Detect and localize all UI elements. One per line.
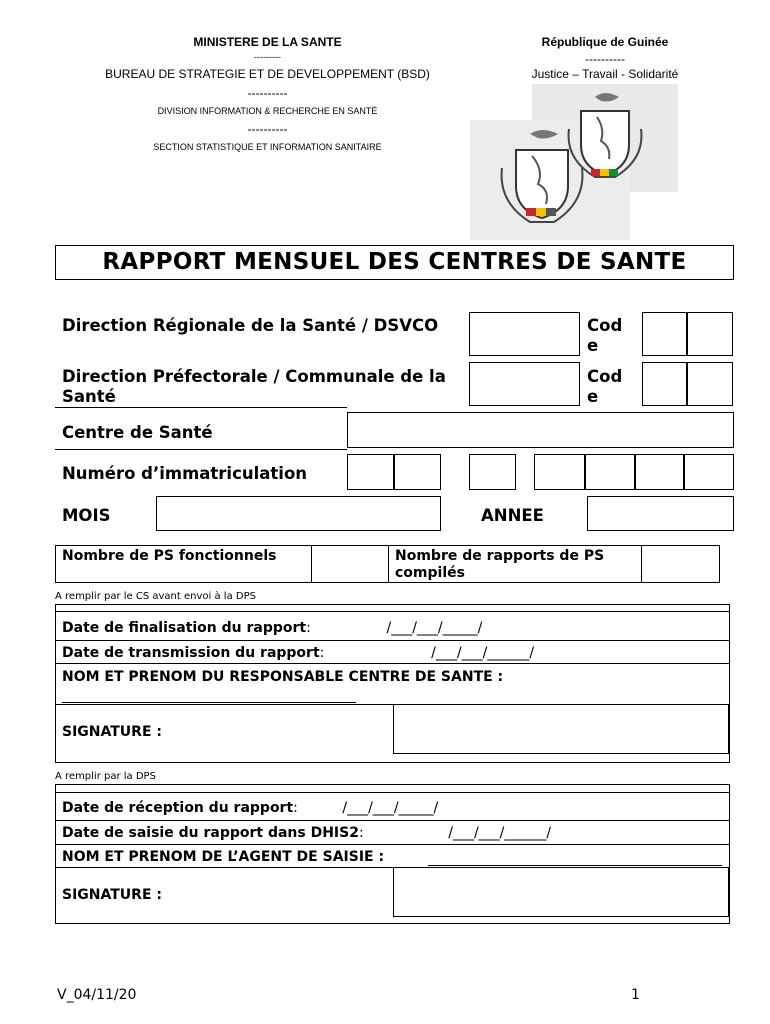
ministry-name: MINISTERE DE LA SANTE xyxy=(193,35,342,49)
cs-section-note: A remplir par le CS avant envoi à la DPS xyxy=(55,591,256,602)
date-trans-format: : /___/___/______/ xyxy=(319,645,535,661)
separator: ---------- xyxy=(585,52,625,66)
date-trans-field[interactable] xyxy=(62,645,534,661)
row-divider xyxy=(55,611,730,612)
drs-label: Direction Régionale de la Santé / DSVCO xyxy=(62,316,439,335)
agent-label: NOM ET PRENOM DE L’AGENT DE SAISIE : xyxy=(62,849,385,865)
cs-signature-label: SIGNATURE : xyxy=(62,724,162,740)
drs-code-cell[interactable] xyxy=(642,312,687,356)
dps-code-label: Cod e xyxy=(587,367,623,406)
drs-code-label: Cod e xyxy=(587,316,623,355)
date-final-field[interactable] xyxy=(62,620,482,636)
responsable-label: NOM ET PRENOM DU RESPONSABLE CENTRE DE SANTE : xyxy=(62,669,504,685)
section-name: SECTION STATISTIQUE ET INFORMATION SANITAIRE xyxy=(153,142,382,152)
immat-cell[interactable] xyxy=(585,454,635,490)
dps-code-cell[interactable] xyxy=(687,362,733,406)
ps-rapports-label: Nombre de rapports de PS compilés xyxy=(395,548,605,581)
date-recep-format: : /___/___/_____/ xyxy=(293,800,439,816)
drs-input[interactable] xyxy=(469,312,580,356)
national-motto: Justice – Travail - Solidarité xyxy=(531,67,679,81)
separator: --------- xyxy=(254,52,281,62)
row-divider xyxy=(55,449,347,450)
row-divider xyxy=(55,407,347,408)
row-divider xyxy=(55,663,730,664)
immat-cell[interactable] xyxy=(684,454,734,490)
ps-rapports-input[interactable] xyxy=(642,546,719,582)
ps-fonct-input[interactable] xyxy=(312,546,388,582)
date-final-label: Date de finalisation du rapport xyxy=(62,620,307,636)
division-name: DIVISION INFORMATION & RECHERCHE EN SANTÉ xyxy=(157,106,378,116)
dps-signature-box[interactable] xyxy=(393,867,729,917)
date-saisie-field[interactable] xyxy=(62,825,551,841)
mois-input[interactable] xyxy=(156,496,441,531)
date-saisie-format: : /___/___/______/ xyxy=(358,825,552,841)
annee-input[interactable] xyxy=(587,496,734,531)
row-divider xyxy=(55,844,730,845)
immat-cell[interactable] xyxy=(534,454,585,490)
bureau-name: BUREAU DE STRATEGIE ET DE DEVELOPPEMENT (BSD) xyxy=(105,67,430,81)
version-label: V_04/11/20 xyxy=(57,987,137,1003)
row-divider xyxy=(55,820,730,821)
date-final-format: : /___/___/_____/ xyxy=(306,620,483,636)
cs-label: Centre de Santé xyxy=(62,423,213,442)
dps-signature-label: SIGNATURE : xyxy=(62,887,162,903)
cell-divider xyxy=(388,545,389,583)
page-title: RAPPORT MENSUEL DES CENTRES DE SANTE xyxy=(102,249,687,275)
dps-section-note: A remplir par la DPS xyxy=(55,771,156,782)
dps-label: Direction Préfectorale / Communale de la Santé xyxy=(62,367,446,406)
date-recep-field[interactable] xyxy=(62,800,438,816)
mois-label: MOIS xyxy=(62,506,111,525)
date-trans-label: Date de transmission du rapport xyxy=(62,645,320,661)
annee-label: ANNEE xyxy=(481,506,544,525)
date-recep-label: Date de réception du rapport xyxy=(62,800,294,816)
agent-line[interactable] xyxy=(428,865,722,866)
drs-code-cell[interactable] xyxy=(687,312,733,356)
separator: ---------- xyxy=(247,122,288,136)
immat-cell[interactable] xyxy=(635,454,684,490)
country-name: République de Guinée xyxy=(541,35,669,49)
row-divider xyxy=(55,640,730,641)
dps-input[interactable] xyxy=(469,362,580,406)
immat-label: Numéro d’immatriculation xyxy=(62,464,308,483)
responsable-line[interactable] xyxy=(62,702,356,703)
cs-signature-box[interactable] xyxy=(393,704,729,754)
coat-of-arms-icon xyxy=(470,84,682,244)
date-saisie-label: Date de saisie du rapport dans DHIS2 xyxy=(62,825,359,841)
immat-cell[interactable] xyxy=(394,454,441,490)
row-divider xyxy=(55,792,730,793)
separator: ---------- xyxy=(247,86,288,100)
immat-cell[interactable] xyxy=(347,454,394,490)
cs-input[interactable] xyxy=(347,412,734,448)
ps-fonct-label: Nombre de PS fonctionnels xyxy=(62,548,277,564)
immat-cell[interactable] xyxy=(469,454,516,490)
page-number: 1 xyxy=(631,987,640,1003)
dps-code-cell[interactable] xyxy=(642,362,687,406)
